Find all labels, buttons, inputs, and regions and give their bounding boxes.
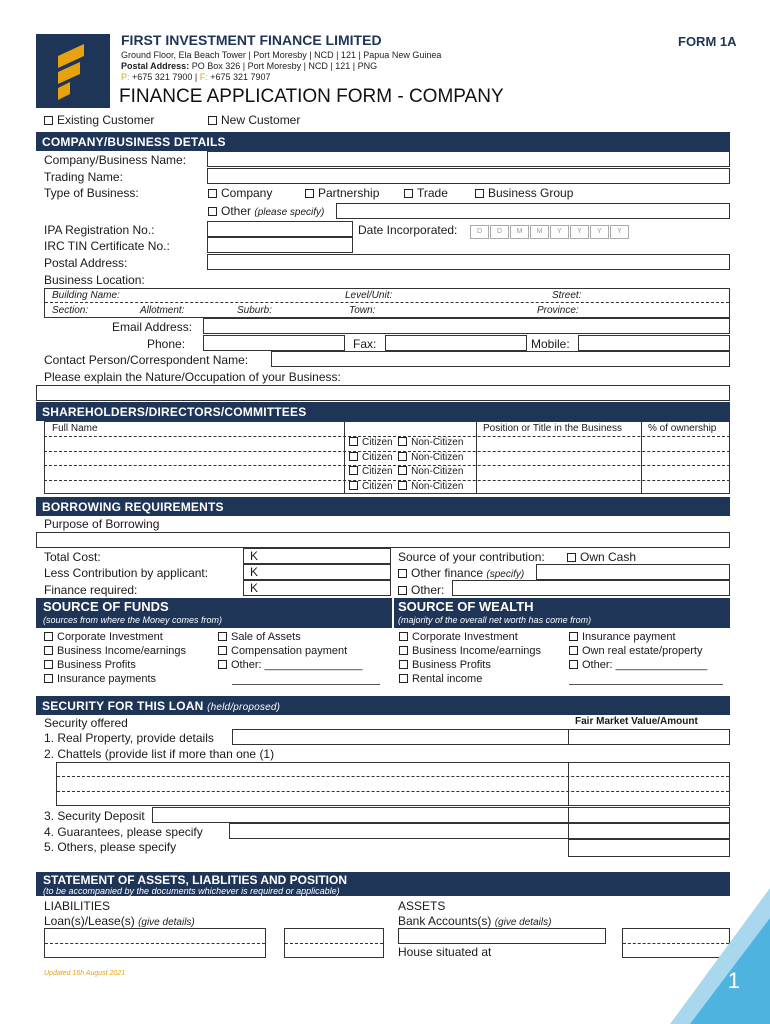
building-name-label: Building Name: (52, 290, 120, 301)
date-digit-cell[interactable]: Y (550, 225, 569, 239)
wealth-note: (majority of the overall net worth has come from) (398, 615, 592, 625)
town-label: Town: (349, 305, 376, 316)
mobile-input[interactable] (578, 335, 730, 351)
security-offered-label: Security offered (44, 716, 128, 730)
checkbox[interactable] (399, 646, 408, 655)
date-incorporated-label: Date Incorporated: (358, 223, 458, 237)
chattels-row-line (57, 776, 729, 777)
option-item[interactable]: Compensation payment (218, 645, 347, 657)
checkbox[interactable] (398, 437, 407, 446)
type-other-input[interactable] (336, 203, 730, 219)
option-item[interactable]: Corporate Investment (399, 631, 518, 643)
option-item[interactable]: Rental income (399, 673, 482, 685)
postal-address-label: Postal Address: (44, 256, 128, 270)
table-col-divider (344, 421, 345, 494)
checkbox[interactable] (44, 674, 53, 683)
nature-input[interactable] (36, 385, 730, 401)
province-label: Province: (537, 305, 579, 316)
suburb-label: Suburb: (237, 305, 273, 316)
other-finance-input[interactable] (536, 564, 730, 580)
security-deposit-value[interactable] (568, 807, 730, 823)
checkbox[interactable] (349, 452, 358, 461)
checkbox[interactable] (208, 189, 217, 198)
statement-heading: STATEMENT OF ASSETS, LIABLITIES AND POSITION (43, 873, 348, 887)
checkbox[interactable] (349, 481, 358, 490)
allotment-label: Allotment: (140, 305, 185, 316)
option-item[interactable]: Insurance payments (44, 673, 156, 685)
chattels-label: 2. Chattels (provide list if more than one (1) (44, 747, 275, 761)
source-contribution-label: Source of your contribution: (398, 550, 545, 564)
guarantees-label: 4. Guarantees, please specify (44, 825, 203, 839)
date-incorporated-input[interactable] (470, 222, 630, 239)
trading-name-label: Trading Name: (44, 170, 123, 184)
postal-address-input[interactable] (207, 254, 730, 270)
option-item[interactable]: Business Income/earnings (399, 645, 541, 657)
checkbox[interactable] (398, 569, 407, 578)
checkbox[interactable] (569, 646, 578, 655)
form-title: FINANCE APPLICATION FORM - COMPANY (119, 86, 504, 107)
citizenship-options[interactable]: Citizen Non-Citizen (349, 481, 463, 492)
other-contribution-option[interactable]: Other: (398, 583, 444, 597)
date-digit-cell[interactable]: M (510, 225, 529, 239)
checkbox[interactable] (399, 632, 408, 641)
option-item[interactable]: Own real estate/property (569, 645, 702, 657)
checkbox[interactable] (305, 189, 314, 198)
type-other-option[interactable]: Other (please specify) (208, 204, 324, 218)
loans-amount-line (285, 943, 383, 944)
checkbox[interactable] (398, 452, 407, 461)
checkbox[interactable] (399, 674, 408, 683)
checkbox[interactable] (475, 189, 484, 198)
date-digit-cell[interactable]: Y (570, 225, 589, 239)
company-name-label: Company/Business Name: (44, 153, 187, 167)
date-digit-cell[interactable]: M (530, 225, 549, 239)
less-contribution-input[interactable]: K (243, 564, 391, 580)
own-cash-option[interactable]: Own Cash (567, 550, 636, 564)
funds-heading: SOURCE OF FUNDS (43, 599, 169, 614)
full-name-header: Full Name (52, 423, 98, 434)
company-name-input[interactable] (207, 151, 730, 167)
checkbox[interactable] (208, 207, 217, 216)
statement-note: (to be accompanied by the documents whichever is required or applicable) (43, 886, 340, 896)
purpose-label: Purpose of Borrowing (44, 517, 160, 531)
real-property-label: 1. Real Property, provide details (44, 731, 214, 745)
trading-name-input[interactable] (207, 168, 730, 184)
chattels-divider (568, 762, 569, 806)
nature-label: Please explain the Nature/Occupation of your Business: (44, 370, 341, 384)
total-cost-label: Total Cost: (44, 550, 101, 564)
date-digit-cell[interactable]: D (490, 225, 509, 239)
company-name: FIRST INVESTMENT FINANCE LIMITED (121, 32, 382, 48)
citizenship-options[interactable]: Citizen Non-Citizen (349, 466, 463, 477)
wealth-blank-line (569, 684, 723, 685)
new-customer-option[interactable]: New Customer (208, 113, 300, 127)
contact-line: P: +675 321 7900 | F: +675 321 7907 (121, 72, 271, 82)
shareholders-section-header: SHAREHOLDERS/DIRECTORS/COMMITTEES (36, 402, 730, 421)
checkbox[interactable] (398, 466, 407, 475)
fax-input[interactable] (385, 335, 527, 351)
company-section-header: COMPANY/BUSINESS DETAILS (36, 132, 730, 151)
chattels-row-line (57, 791, 729, 792)
others-value[interactable] (568, 839, 730, 857)
email-input[interactable] (203, 318, 730, 334)
checkbox[interactable] (218, 660, 227, 669)
ipa-input[interactable] (207, 221, 353, 237)
checkbox[interactable] (218, 632, 227, 641)
checkbox[interactable] (44, 116, 53, 125)
option-item[interactable]: Other: ________________ (218, 659, 363, 671)
checkbox[interactable] (349, 466, 358, 475)
date-digit-cell[interactable]: D (470, 225, 489, 239)
bank-accounts-input[interactable] (398, 928, 606, 944)
fair-market-value-header: Fair Market Value/Amount (575, 716, 698, 727)
guarantees-input[interactable] (229, 823, 571, 839)
option-item[interactable]: Business Profits (399, 659, 491, 671)
type-partnership-option[interactable]: Partnership (305, 186, 379, 200)
fax-label: Fax: (353, 337, 377, 351)
street-label: Street: (552, 290, 582, 301)
wealth-heading: SOURCE OF WEALTH (398, 599, 534, 614)
checkbox[interactable] (398, 586, 407, 595)
existing-customer-option[interactable]: Existing Customer (44, 113, 154, 127)
loans-label: Loan(s)/Lease(s) (give details) (44, 914, 195, 928)
others-label: 5. Others, please specify (44, 840, 177, 854)
option-item[interactable]: Insurance payment (569, 631, 676, 643)
company-logo (36, 34, 110, 108)
phone-input[interactable] (203, 335, 345, 351)
funds-note: (sources from where the Money comes from) (43, 615, 223, 625)
option-item[interactable]: Business Profits (44, 659, 136, 671)
option-item[interactable]: Corporate Investment (44, 631, 163, 643)
irc-tin-label: IRC TIN Certificate No.: (44, 239, 170, 253)
location-divider (45, 302, 729, 303)
chattels-list[interactable] (56, 762, 730, 806)
date-digit-cell[interactable]: Y (610, 225, 629, 239)
checkbox[interactable] (569, 660, 578, 669)
section-label: Section: (52, 305, 89, 316)
option-item[interactable]: Other: _______________ (569, 659, 707, 671)
page-corner-decoration (670, 888, 770, 1024)
checkbox[interactable] (44, 632, 53, 641)
guarantees-value[interactable] (568, 823, 730, 839)
option-item[interactable]: Sale of Assets (218, 631, 301, 643)
other-contribution-input[interactable] (452, 580, 730, 596)
finance-required-input[interactable]: K (243, 580, 391, 596)
security-deposit-input[interactable] (152, 807, 571, 823)
business-location-label: Business Location: (44, 273, 145, 287)
citizenship-options[interactable]: Citizen Non-Citizen (349, 452, 463, 463)
date-digit-cell[interactable]: Y (590, 225, 609, 239)
real-property-input[interactable] (232, 729, 571, 745)
purpose-input[interactable] (36, 532, 730, 548)
loans-row-line (45, 943, 265, 944)
checkbox[interactable] (404, 189, 413, 198)
phone-label: Phone: (147, 337, 186, 351)
house-situated-label: House situated at (398, 945, 492, 959)
checkbox[interactable] (44, 660, 53, 669)
bank-accounts-label: Bank Accounts(s) (give details) (398, 914, 552, 928)
type-company-option[interactable]: Company (208, 186, 272, 200)
checkbox[interactable] (218, 646, 227, 655)
checkbox[interactable] (399, 660, 408, 669)
security-deposit-label: 3. Security Deposit (44, 809, 145, 823)
security-section-header: SECURITY FOR THIS LOAN (held/proposed) (36, 696, 730, 715)
funds-blank-line (232, 684, 380, 685)
updated-date: Updated 16h August 2021 (44, 970, 126, 977)
form-code: FORM 1A (678, 34, 737, 49)
other-finance-option[interactable]: Other finance (specify) (398, 566, 524, 580)
mobile-label: Mobile: (531, 337, 570, 351)
citizenship-options[interactable]: Citizen Non-Citizen (349, 437, 463, 448)
ipa-label: IPA Registration No.: (44, 223, 155, 237)
checkbox[interactable] (398, 481, 407, 490)
checkbox[interactable] (569, 632, 578, 641)
less-contribution-label: Less Contribution by applicant: (44, 566, 209, 580)
contact-person-input[interactable] (271, 351, 730, 367)
total-cost-input[interactable]: K (243, 548, 391, 564)
checkbox[interactable] (208, 116, 217, 125)
checkbox[interactable] (44, 646, 53, 655)
irc-tin-input[interactable] (207, 237, 353, 253)
street-address: Ground Floor, Ela Beach Tower | Port Moresby | NCD | 121 | Papua New Guinea (121, 50, 442, 60)
checkbox[interactable] (567, 553, 576, 562)
borrowing-section-header: BORROWING REQUIREMENTS (36, 497, 730, 516)
finance-required-label: Finance required: (44, 583, 138, 597)
assets-label: ASSETS (398, 899, 446, 913)
table-col-divider (641, 421, 642, 494)
business-type-label: Type of Business: (44, 186, 139, 200)
type-trade-option[interactable]: Trade (404, 186, 448, 200)
ownership-header: % of ownership (648, 423, 717, 434)
checkbox[interactable] (349, 437, 358, 446)
postal-address-line: Postal Address: PO Box 326 | Port Moresby | NCD | 121 | PNG (121, 61, 378, 71)
table-col-divider (476, 421, 477, 494)
position-header: Position or Title in the Business (483, 423, 622, 434)
email-label: Email Address: (112, 320, 193, 334)
contact-person-label: Contact Person/Correspondent Name: (44, 353, 249, 367)
liabilities-label: LIABILITIES (44, 899, 111, 913)
page-number: 1 (727, 968, 740, 993)
logo-mark-icon (36, 34, 110, 108)
real-property-value[interactable] (568, 729, 730, 745)
option-item[interactable]: Business Income/earnings (44, 645, 186, 657)
level-unit-label: Level/Unit: (345, 290, 393, 301)
type-business-group-option[interactable]: Business Group (475, 186, 573, 200)
